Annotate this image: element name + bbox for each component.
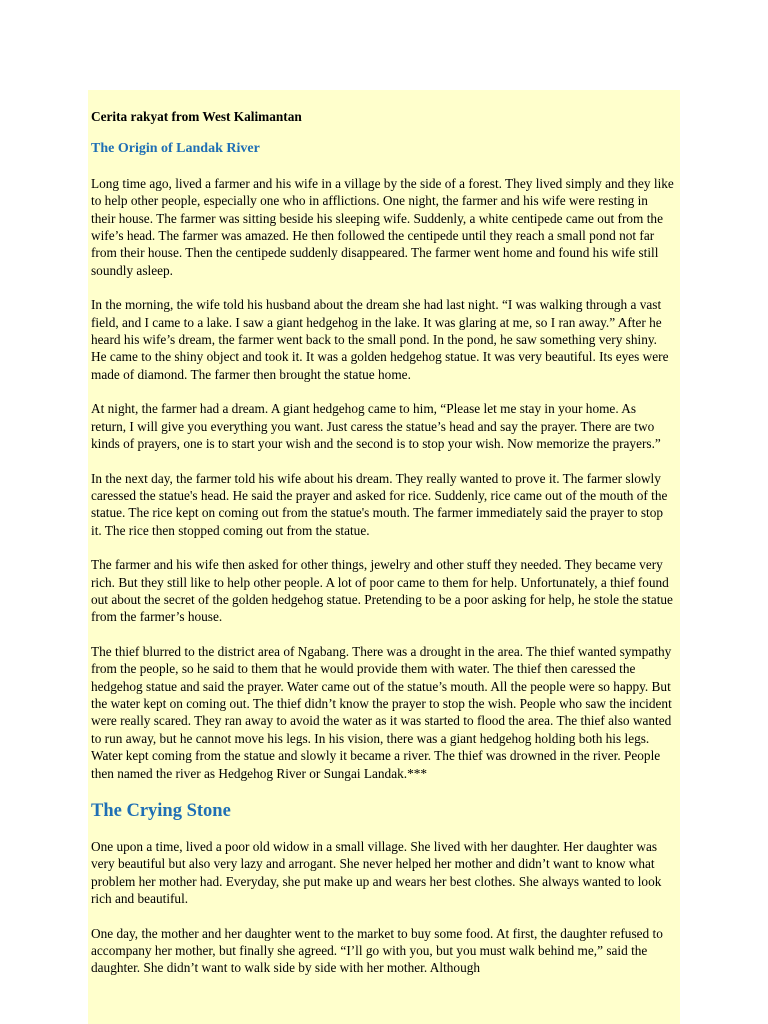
story-paragraph: One upon a time, lived a poor old widow in a small village. She lived with her daughter. Her daughter was very beautiful but also very lazy and arrogant. She never helped her mother and didn’t want to know what problem her mother had. Everyday, she put make up and wears her best clothes. She always wanted to look rich and beautiful. [91, 839, 662, 907]
story-paragraph: In the morning, the wife told his husband about the dream she had last night. “I was walking through a vast field, and I came to a lake. I saw a giant hedgehog in the lake. It was glaring at me, so I ran away.” After he heard his wife’s dream, the farmer went back to the small pond. In the pond, he saw something very shiny. He came to the shiny object and took it. It was a golden hedgehog statue. It was very beautiful. Its eyes were made of diamond. The farmer then brought the statue home. [91, 297, 669, 382]
story-paragraph: The thief blurred to the district area of Ngabang. There was a drought in the area. The thief wanted sympathy from the people, so he said to them that he would provide them with water. The thief then caressed the hedgehog statue and said the prayer. Water came out of the statue’s mouth. All the people were so happy. But the water kept on coming out. The thief didn’t know the prayer to stop the wish. People who saw the incident were really scared. They ran away to avoid the water as it was started to flood the area. The thief also wanted to run away, but he cannot move his legs. In his vision, there was a giant hedgehog holding both his legs. Water kept coming from the statue and slowly it became a river. The thief was drowned in the river. People then named the river as Hedgehog River or Sungai Landak.*** [91, 643, 672, 781]
story-title-landak: The Origin of Landak River [91, 141, 260, 157]
story-panel [88, 90, 680, 1024]
story-paragraph: In the next day, the farmer told his wife about his dream. They really wanted to prove it. The farmer slowly caressed the statue's head. He said the prayer and asked for rice. Suddenly, rice came out of the mouth of the statue. The rice kept on coming out from the statue's mouth. The farmer immediately said the prayer to stop it. The rice then stopped coming out from the statue. [91, 470, 668, 538]
story-title-crying-stone: The Crying Stone [91, 801, 231, 821]
source-heading: Cerita rakyat from West Kalimantan [91, 109, 302, 124]
story-paragraph: At night, the farmer had a dream. A giant hedgehog came to him, “Please let me stay in your home. As return, I will give you everything you want. Just caress the statue’s head and say the prayer. There are two kinds of prayers, one is to start your wish and the second is to stop your wish. Now memorize the prayers.” [91, 401, 661, 452]
story-paragraph: Long time ago, lived a farmer and his wife in a village by the side of a forest. They lived simply and they like to help other people, especially one who in afflictions. One night, the farmer and his wife were resting in their house. The farmer was sitting beside his sleeping wife. Suddenly, a white centipede came out from the wife’s head. The farmer was amazed. He then followed the centipede until they reach a small pond not far from their house. Then the centipede suddenly disappeared. The farmer went home and found his wife still soundly asleep. [91, 175, 674, 278]
story-paragraph: One day, the mother and her daughter went to the market to buy some food. At first, the daughter refused to accompany her mother, but finally she agreed. “I’ll go with you, but you must walk behind me,” said the daughter. She didn’t want to walk side by side with her mother. Although [91, 925, 663, 976]
story-paragraph: The farmer and his wife then asked for other things, jewelry and other stuff they needed. They became very rich. But they still like to help other people. A lot of poor came to them for help. Unfortunately, a thief found out about the secret of the golden hedgehog statue. Pretending to be a poor asking for help, he stole the statue from the farmer’s house. [91, 557, 673, 625]
